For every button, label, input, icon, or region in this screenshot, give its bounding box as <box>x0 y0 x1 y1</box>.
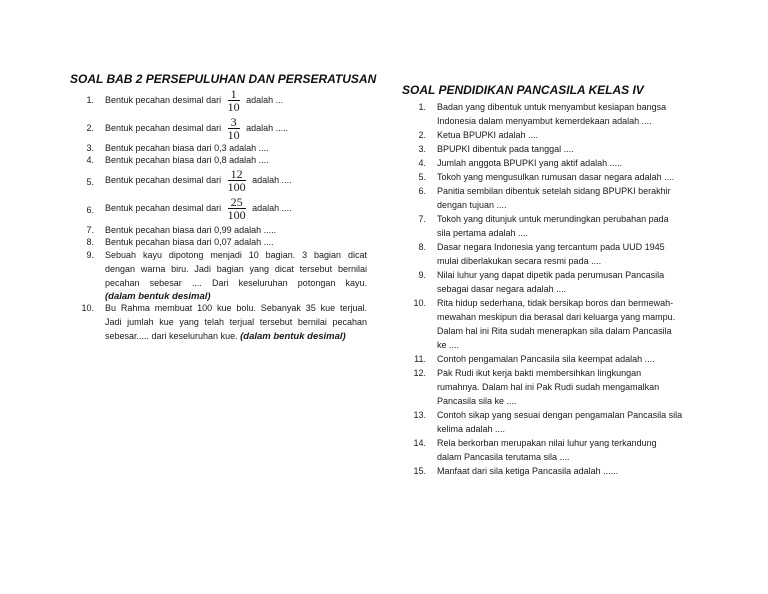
question-number: 2. <box>418 130 426 140</box>
question-number: 4. <box>86 155 94 165</box>
question-text: Dasar negara Indonesia yang tercantum pada UUD 1945 mulai diberlakukan secara resmi pada .... <box>437 242 665 266</box>
question-text: Contoh sikap yang sesuai dengan pengamalan Pancasila sila kelima adalah .... <box>437 410 683 434</box>
question-text: Rita hidup sederhana, tidak bersikap boros dan bermewah- mewahan meskipun dia berasal dari keluarga yang mampu. Dalam hal ini Rita sudah menerapkan sila dalam Pancasila ke .... <box>437 298 676 350</box>
question-text: Bentuk pecahan biasa dari 0,3 adalah .... <box>105 143 269 153</box>
fraction: $\frac{12}{100}$ <box>227 167 246 194</box>
question-text: Tokoh yang ditunjuk untuk merundingkan perubahan pada sila pertama adalah .... <box>437 214 669 238</box>
question-number: 10. <box>413 298 426 308</box>
question-number: 8. <box>418 242 426 252</box>
question-number: 5. <box>86 177 94 187</box>
question-number: 4. <box>418 158 426 168</box>
question-text: Bentuk pecahan desimal dari $\frac{25}{100}$ adalah .... <box>105 195 292 222</box>
question-number: 15. <box>413 466 426 476</box>
question-number: 12. <box>413 368 426 378</box>
question-text: BPUPKI dibentuk pada tanggal .... <box>437 144 574 154</box>
question-text: Jumlah anggota BPUPKI yang aktif adalah ..... <box>437 158 623 168</box>
question-number: 8. <box>86 237 94 247</box>
question-text: Sebuah kayu dipotong menjadi 10 bagian. 3 bagian dicat dengan warna biru. Jadi bagian yang dicat tersebut bernilai pecahan sebesar .... Dari keseluruhan potongan kayu. (dalam bentuk desimal) <box>105 250 367 302</box>
question-text: Manfaat dari sila ketiga Pancasila adalah ...... <box>437 466 619 476</box>
question-number: 1. <box>418 102 426 112</box>
question-text: Pak Rudi ikut kerja bakti membersihkan lingkungan rumahnya. Dalam hal ini Pak Rudi sudah mengamalkan Pancasila sila ke .... <box>437 368 660 406</box>
pancasila-title: SOAL PENDIDIKAN PANCASILA KELAS IV <box>402 83 644 97</box>
question-text: Nilai luhur yang dapat dipetik pada perumusan Pancasila sebagai dasar negara adalah .... <box>437 270 665 294</box>
fraction: $\frac{25}{100}$ <box>227 195 246 222</box>
question-text: Ketua BPUPKI adalah .... <box>437 130 539 140</box>
math-title: SOAL BAB 2 PERSEPULUHAN DAN PERSERATUSAN <box>70 72 377 86</box>
question-number: 7. <box>86 225 94 235</box>
question-text: Bentuk pecahan biasa dari 0,07 adalah .... <box>105 237 274 247</box>
fraction: $\frac{1}{10}$ <box>227 87 240 114</box>
question-text: Rela berkorban merupakan nilai luhur yang terkandung dalam Pancasila terutama sila .... <box>437 438 657 462</box>
question-number: 13. <box>413 410 426 420</box>
question-number: 9. <box>418 270 426 280</box>
question-number: 7. <box>418 214 426 224</box>
question-text: Bentuk pecahan desimal dari $\frac{3}{10}$ adalah ..... <box>105 115 289 142</box>
question-number: 2. <box>86 123 94 133</box>
question-text: Bentuk pecahan biasa dari 0,8 adalah .... <box>105 155 269 165</box>
question-number: 14. <box>413 438 426 448</box>
question-number: 6. <box>86 205 94 215</box>
question-number: 5. <box>418 172 426 182</box>
question-number: 6. <box>418 186 426 196</box>
question-text: Tokoh yang mengusulkan rumusan dasar negara adalah .... <box>437 172 675 182</box>
question-text: Panitia sembilan dibentuk setelah sidang BPUPKI berakhir dengan tujuan .... <box>437 186 671 210</box>
answer-format-note: (dalam bentuk desimal) <box>240 331 346 342</box>
question-text: Contoh pengamalan Pancasila sila keempat adalah .... <box>437 354 655 364</box>
question-text: Bu Rahma membuat 100 kue bolu. Sebanyak 35 kue terjual. Jadi jumlah kue yang telah terjual tersebut bernilai pecahan sebesar..... dari keseluruhan kue. (dalam bentuk desimal) <box>105 303 367 342</box>
question-number: 11. <box>414 354 426 364</box>
question-number: 1. <box>86 95 94 105</box>
question-number: 9. <box>86 250 94 260</box>
question-text: Bentuk pecahan desimal dari $\frac{12}{100}$ adalah .... <box>105 167 292 194</box>
fraction: $\frac{3}{10}$ <box>227 115 240 142</box>
question-text: Bentuk pecahan biasa dari 0,99 adalah ..... <box>105 225 277 235</box>
question-number: 10. <box>81 303 94 313</box>
question-text: Badan yang dibentuk untuk menyambut kesiapan bangsa Indonesia dalam menyambut kemerdekaan adalah .... <box>437 102 667 126</box>
answer-format-note: (dalam bentuk desimal) <box>105 291 211 302</box>
question-number: 3. <box>418 144 426 154</box>
question-text: Bentuk pecahan desimal dari $\frac{1}{10}$ adalah ... <box>105 87 284 114</box>
question-number: 3. <box>86 143 94 153</box>
